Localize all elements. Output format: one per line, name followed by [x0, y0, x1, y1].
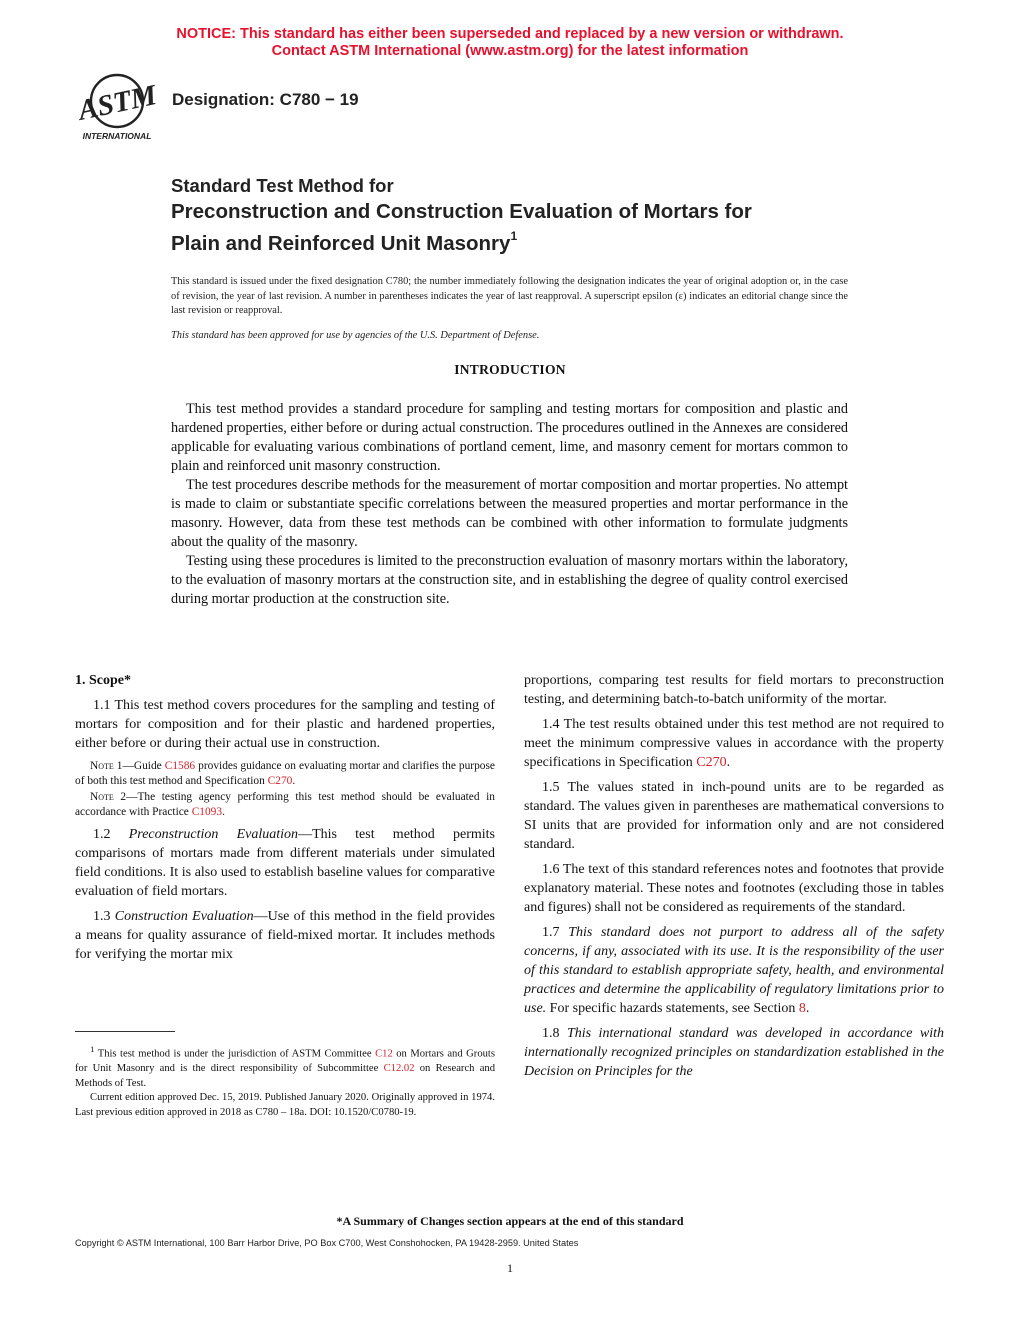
notice-line-2: Contact ASTM International (www.astm.org) for the latest information: [271, 43, 749, 59]
approved-note: This standard has been approved for use by agencies of the U.S. Department of Defense.: [171, 330, 540, 341]
title-pre: Standard Test Method for: [171, 175, 394, 196]
footnote-mark: 1: [90, 1044, 95, 1054]
section-text: —Use of this method in the field provides a means for quality assurance of field-mixed mortar. It includes methods for verifying the mortar mix: [75, 909, 495, 962]
notice-line-1: NOTICE: This standard has either been superseded and replaced by a new version or withdrawn.: [176, 26, 844, 42]
section-1-8: [524, 1024, 944, 1081]
footnotes: [75, 1042, 495, 1120]
section-number: 1.2: [93, 827, 129, 842]
section-1-3-continued: proportions, comparing test results for field mortars to preconstruction testing, and determining batch-to-batch uniformity of the mortar.: [524, 673, 944, 707]
section-number: 1.3: [93, 909, 115, 924]
link-c1093[interactable]: C1093: [191, 805, 223, 818]
introduction-body: [171, 400, 848, 609]
copyright-line: Copyright © ASTM International, 100 Barr Harbor Drive, PO Box C700, West Conshohocken, PA 19428-2959. United States: [75, 1238, 579, 1248]
section-text: .: [805, 1001, 810, 1016]
note-1-label: Note 1: [90, 760, 123, 772]
section-1-1: 1.1 This test method covers procedures for the sampling and testing of mortars for composition and for their plastic and hardened properties, either before or during their actual use in construction.: [75, 698, 495, 751]
note-1-text: —Guide: [122, 760, 165, 772]
footnote-text: on Mortars and Grouts for Unit Masonry and is the direct responsibility of Subcommittee: [75, 1048, 495, 1075]
right-column: [524, 671, 944, 1087]
page-number: 1: [507, 1261, 513, 1275]
section-1-5: 1.5 The values stated in inch-pound units are to be regarded as standard. The values given in parentheses are mathematical conversions to SI units that are provided for information only and are not considered standard.: [524, 780, 944, 852]
section-text: For specific hazards statements, see Section: [546, 1001, 799, 1016]
notice-banner: [0, 26, 1020, 60]
note-2-text: .: [222, 805, 225, 818]
section-italic-text: This international standard was developed in accordance with internationally recognized principles on standardization established in the Decision on Principles for the: [524, 1026, 945, 1079]
footnote-1: [75, 1042, 495, 1091]
link-c1586[interactable]: C1586: [164, 760, 196, 772]
footnote-text: on Research and Methods of Test.: [75, 1063, 495, 1089]
issued-note: This standard is issued under the fixed designation C780; the number immediately following the designation indicates the year of original adoption or, in the case of revision, the year of last revision. A number in parentheses indicates the year of last reapproval. A superscript epsilon (ε) indicates an editorial change since the last revision or reapproval.: [171, 276, 848, 316]
note-1: [75, 759, 495, 788]
section-text: .: [726, 755, 731, 770]
footnote-text: This test method is under the jurisdiction of ASTM Committee: [94, 1048, 376, 1060]
document-title: [171, 174, 752, 257]
left-column: [75, 671, 495, 970]
note-2-label: Note 2: [90, 791, 127, 803]
title-footnote-mark: 1: [510, 229, 518, 243]
astm-logo: [74, 72, 160, 142]
summary-of-changes-note: *A Summary of Changes section appears at the end of this standard: [336, 1214, 684, 1228]
note-2: [75, 790, 495, 819]
intro-paragraph: The test procedures describe methods for the measurement of mortar composition and mortar properties. No attempt is made to claim or substantiate specific correlations between the measured properties and mortar performance in the masonry. However, data from these test methods can be combined with other information to formulate judgments about the quality of the masonry.: [171, 477, 848, 550]
note-2-text: —The testing agency performing this test method should be evaluated in accordance with Practice: [75, 791, 495, 818]
section-number: 1.8: [542, 1026, 567, 1041]
title-line-1: Preconstruction and Construction Evaluation of Mortars for: [171, 200, 752, 223]
link-c12[interactable]: C12: [375, 1048, 393, 1060]
section-1-2: [75, 825, 495, 901]
link-c270[interactable]: C270: [267, 774, 293, 787]
section-1-7: [524, 923, 944, 1018]
section-number: 1.7: [542, 925, 569, 940]
section-text: 1.4 The test results obtained under this test method are not required to meet the minimum compressive values in accordance with the property specifications in Specification: [524, 717, 944, 770]
note-1-text: provides guidance on evaluating mortar and clarifies the purpose of both this test method and Specification: [75, 760, 495, 787]
footnote-2: Current edition approved Dec. 15, 2019. Published January 2020. Originally approved in 1974. Last previous edition approved in 2018 as C780 – 18a. DOI: 10.1520/C0780-19.: [75, 1092, 495, 1118]
logo-subtext: INTERNATIONAL: [82, 131, 152, 141]
link-section-8[interactable]: 8: [798, 1001, 806, 1016]
intro-paragraph: Testing using these procedures is limited to the preconstruction evaluation of masonry mortars within the laboratory, to the evaluation of masonry mortars at the construction site, and in establishing the degree of quality control exercised during mortar production at the construction site.: [171, 553, 848, 607]
logo-text: ASTM: [75, 79, 160, 127]
introduction-heading: INTRODUCTION: [454, 362, 566, 377]
link-c270[interactable]: C270: [696, 755, 727, 770]
section-1-3: [75, 907, 495, 964]
section-1-4: [524, 715, 944, 772]
title-line-2-text: Plain and Reinforced Unit Masonry: [171, 231, 511, 255]
scope-heading: 1. Scope*: [75, 673, 131, 688]
intro-paragraph: This test method provides a standard procedure for sampling and testing mortars for composition and plastic and hardened properties, either before or during actual construction. The procedures outlined in the Annexes are considered applicable for evaluating various combinations of portland cement, lime, and masonry cement for mortars common to plain and reinforced unit masonry construction.: [171, 401, 848, 474]
section-text: —This test method permits comparisons of mortars made from different materials under simulated field conditions. It is also used to establish baseline values for comparative evaluation of field mortars.: [75, 827, 496, 899]
title-line-2: [171, 225, 752, 257]
link-c12-02[interactable]: C12.02: [383, 1063, 415, 1075]
footnote-divider: [75, 1031, 175, 1032]
section-title: Preconstruction Evaluation: [128, 827, 299, 842]
section-title: Construction Evaluation: [114, 909, 254, 924]
section-italic-text: This standard does not purport to address all of the safety concerns, if any, associated with its use. It is the responsibility of the user of this standard to establish appropriate safety, health, and environmental practices and determine the applicability of regulatory limitations prior to use.: [524, 925, 945, 1016]
section-1-6: 1.6 The text of this standard references notes and footnotes that provide explanatory material. These notes and footnotes (excluding those in tables and figures) shall not be considered as requirements of the standard.: [524, 862, 944, 915]
note-1-text: .: [292, 774, 296, 787]
designation: Designation: C780 − 19: [172, 90, 359, 109]
